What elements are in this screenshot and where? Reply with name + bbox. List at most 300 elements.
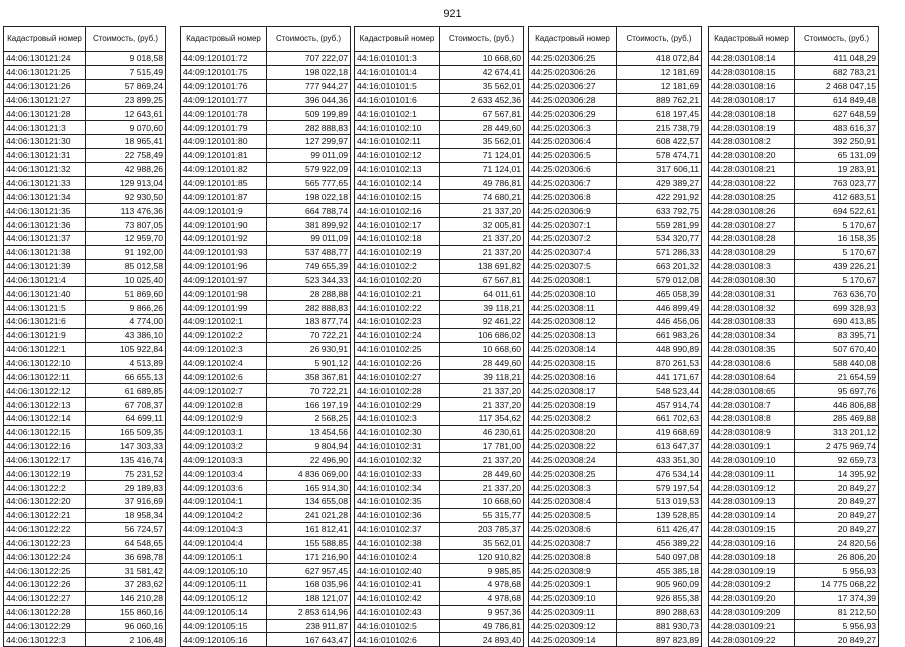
table-row xyxy=(4,342,166,356)
cost-value: 183 877,74 xyxy=(267,315,351,329)
cost-value: 429 389,27 xyxy=(617,176,702,190)
cost-value: 5 956,93 xyxy=(795,564,879,578)
cadastral-number: 44:06:130122:21 xyxy=(4,508,86,522)
cost-value: 419 668,69 xyxy=(617,425,702,439)
cadastral-number: 44:09:120102:1 xyxy=(181,315,267,329)
cost-value: 21 654,59 xyxy=(795,370,879,384)
table-row xyxy=(4,273,166,287)
table-row xyxy=(529,315,702,329)
cost-value: 75 231,52 xyxy=(86,467,166,481)
cadastral-number: 44:16:010102:2 xyxy=(355,259,440,273)
table-row xyxy=(181,467,351,481)
cost-value: 28 449,60 xyxy=(440,467,524,481)
cadastral-number: 44:28:030109:15 xyxy=(709,522,795,536)
cost-value: 61 689,85 xyxy=(86,384,166,398)
cadastral-number: 44:06:130121:38 xyxy=(4,245,86,259)
cadastral-number: 44:16:010102:23 xyxy=(355,315,440,329)
table-row xyxy=(529,135,702,149)
cadastral-number: 44:28:030108:2 xyxy=(709,135,795,149)
cost-value: 23 899,25 xyxy=(86,93,166,107)
cost-value: 29 189,83 xyxy=(86,481,166,495)
cadastral-number: 44:09:120101:9 xyxy=(181,204,267,218)
table-row xyxy=(709,273,879,287)
cost-value: 238 911,87 xyxy=(267,619,351,633)
cost-value: 12 643,61 xyxy=(86,107,166,121)
table-row xyxy=(529,204,702,218)
cadastral-number: 44:25:020308:10 xyxy=(529,287,617,301)
cadastral-number: 44:16:010102:27 xyxy=(355,370,440,384)
cost-value: 2 106,48 xyxy=(86,633,166,647)
cost-value: 74 680,21 xyxy=(440,190,524,204)
cadastral-number: 44:06:130122:26 xyxy=(4,578,86,592)
cost-value: 17 781,00 xyxy=(440,439,524,453)
cost-value: 106 686,02 xyxy=(440,328,524,342)
table-row xyxy=(709,522,879,536)
cadastral-number: 44:16:010102:15 xyxy=(355,190,440,204)
cost-value: 456 389,22 xyxy=(617,536,702,550)
cost-value: 611 426,47 xyxy=(617,522,702,536)
cadastral-number: 44:28:030108:31 xyxy=(709,287,795,301)
cost-value: 699 328,93 xyxy=(795,301,879,315)
cost-value: 317 606,11 xyxy=(617,162,702,176)
cadastral-number: 44:09:120101:76 xyxy=(181,79,267,93)
table-row xyxy=(4,384,166,398)
table-row xyxy=(709,148,879,162)
table-row xyxy=(181,176,351,190)
cadastral-number: 44:28:030109:11 xyxy=(709,467,795,481)
cadastral-number: 44:16:010101:4 xyxy=(355,65,440,79)
cadastral-number: 44:09:120101:77 xyxy=(181,93,267,107)
cost-value: 165 509,35 xyxy=(86,425,166,439)
cadastral-number: 44:09:120103:3 xyxy=(181,453,267,467)
cadastral-number: 44:09:120105:10 xyxy=(181,564,267,578)
table-row xyxy=(529,384,702,398)
cadastral-number: 44:28:030108:8 xyxy=(709,411,795,425)
table-column-2 xyxy=(180,26,351,647)
cost-value: 446 806,88 xyxy=(795,398,879,412)
cost-value: 565 777,65 xyxy=(267,176,351,190)
cost-value: 282 888,83 xyxy=(267,121,351,135)
cadastral-number: 44:09:120102:3 xyxy=(181,342,267,356)
cost-value: 381 899,92 xyxy=(267,218,351,232)
table-row xyxy=(181,481,351,495)
table-row xyxy=(529,148,702,162)
table-row xyxy=(181,218,351,232)
cost-value: 9 985,85 xyxy=(440,564,524,578)
cost-value: 881 930,73 xyxy=(617,619,702,633)
cadastral-number: 44:06:130121:25 xyxy=(4,65,86,79)
cadastral-number: 44:16:010102:18 xyxy=(355,231,440,245)
table-row xyxy=(355,93,524,107)
table-row xyxy=(709,342,879,356)
table-row xyxy=(355,495,524,509)
cost-value: 67 567,81 xyxy=(440,273,524,287)
cadastral-number: 44:28:030108:3 xyxy=(709,259,795,273)
cadastral-number: 44:25:020308:4 xyxy=(529,495,617,509)
cadastral-number: 44:28:030109:1 xyxy=(709,439,795,453)
cadastral-number: 44:09:120101:79 xyxy=(181,121,267,135)
cost-value: 57 869,24 xyxy=(86,79,166,93)
cadastral-number: 44:06:130122:19 xyxy=(4,467,86,481)
cadastral-number: 44:28:030108:21 xyxy=(709,162,795,176)
cost-value: 411 048,29 xyxy=(795,52,879,66)
cadastral-number: 44:06:130121:26 xyxy=(4,79,86,93)
table-row xyxy=(4,398,166,412)
cost-value: 42 674,41 xyxy=(440,65,524,79)
cadastral-number: 44:25:020308:13 xyxy=(529,328,617,342)
cost-value: 7 515,49 xyxy=(86,65,166,79)
cost-value: 5 901,12 xyxy=(267,356,351,370)
cadastral-number: 44:09:120101:85 xyxy=(181,176,267,190)
table-row xyxy=(529,287,702,301)
cost-value: 64 699,11 xyxy=(86,411,166,425)
cost-value: 129 913,04 xyxy=(86,176,166,190)
cost-value: 905 960,09 xyxy=(617,578,702,592)
cadastral-number: 44:09:120101:99 xyxy=(181,301,267,315)
cost-value: 35 562,01 xyxy=(440,79,524,93)
cost-value: 2 468 047,15 xyxy=(795,79,879,93)
table-row xyxy=(709,536,879,550)
cadastral-number: 44:28:030109:22 xyxy=(709,633,795,647)
cadastral-number: 44:28:030108:19 xyxy=(709,121,795,135)
table-row xyxy=(529,578,702,592)
table-row xyxy=(709,508,879,522)
cadastral-number: 44:28:030108:25 xyxy=(709,190,795,204)
cadastral-number: 44:16:010102:26 xyxy=(355,356,440,370)
cadastral-number: 44:09:120101:90 xyxy=(181,218,267,232)
cadastral-number: 44:09:120101:96 xyxy=(181,259,267,273)
cost-value: 627 648,59 xyxy=(795,107,879,121)
cost-value: 661 983,26 xyxy=(617,328,702,342)
cadastral-number: 44:28:030109:20 xyxy=(709,591,795,605)
cost-value: 85 012,58 xyxy=(86,259,166,273)
cadastral-number: 44:09:120101:75 xyxy=(181,65,267,79)
cost-value: 14 395,92 xyxy=(795,467,879,481)
cost-value: 18 965,41 xyxy=(86,135,166,149)
cadastral-number: 44:09:120101:93 xyxy=(181,245,267,259)
table-row xyxy=(529,356,702,370)
cost-value: 682 783,21 xyxy=(795,65,879,79)
table-row xyxy=(4,495,166,509)
cost-value: 22 496,90 xyxy=(267,453,351,467)
cost-value: 507 670,40 xyxy=(795,342,879,356)
cost-value: 28 449,60 xyxy=(440,121,524,135)
cost-value: 313 201,12 xyxy=(795,425,879,439)
cadastral-number: 44:06:130122:3 xyxy=(4,633,86,647)
cost-value: 73 807,05 xyxy=(86,218,166,232)
cost-value: 67 567,81 xyxy=(440,107,524,121)
table-row xyxy=(181,190,351,204)
cadastral-number: 44:06:130121:3 xyxy=(4,121,86,135)
cadastral-number: 44:28:030108:30 xyxy=(709,273,795,287)
cadastral-number: 44:06:130122:14 xyxy=(4,411,86,425)
table-row xyxy=(355,605,524,619)
cadastral-number: 44:06:130122:22 xyxy=(4,522,86,536)
cost-value: 26 806,20 xyxy=(795,550,879,564)
table-row xyxy=(355,121,524,135)
cadastral-number: 44:16:010102:43 xyxy=(355,605,440,619)
cadastral-number: 44:25:020308:22 xyxy=(529,439,617,453)
table-row xyxy=(529,176,702,190)
table-row xyxy=(181,495,351,509)
cadastral-number: 44:25:020308:11 xyxy=(529,301,617,315)
cadastral-number: 44:25:020306:3 xyxy=(529,121,617,135)
cost-value: 92 659,73 xyxy=(795,453,879,467)
cadastral-number: 44:16:010102:11 xyxy=(355,135,440,149)
cost-value: 559 281,99 xyxy=(617,218,702,232)
cadastral-number: 44:16:010102:20 xyxy=(355,273,440,287)
cost-value: 21 337,20 xyxy=(440,453,524,467)
cadastral-number: 44:16:010102:22 xyxy=(355,301,440,315)
cadastral-number: 44:28:030108:33 xyxy=(709,315,795,329)
table-row xyxy=(4,148,166,162)
cadastral-number: 44:28:030109:12 xyxy=(709,481,795,495)
cost-value: 198 022,18 xyxy=(267,190,351,204)
table-row xyxy=(4,411,166,425)
table-row xyxy=(709,65,879,79)
cost-value: 5 170,67 xyxy=(795,245,879,259)
table-row xyxy=(4,370,166,384)
cost-table-5 xyxy=(708,26,879,647)
cadastral-number: 44:16:010101:6 xyxy=(355,93,440,107)
cost-value: 548 523,44 xyxy=(617,384,702,398)
cost-value: 10 668,60 xyxy=(440,495,524,509)
header-cost: Стоимость, (руб.) xyxy=(86,27,166,52)
table-row xyxy=(181,398,351,412)
cost-value: 12 181,69 xyxy=(617,65,702,79)
cost-value: 14 775 068,22 xyxy=(795,578,879,592)
cost-value: 476 534,14 xyxy=(617,467,702,481)
table-row xyxy=(4,287,166,301)
cadastral-number: 44:25:020308:20 xyxy=(529,425,617,439)
cost-value: 24 820,56 xyxy=(795,536,879,550)
table-row xyxy=(529,481,702,495)
cadastral-number: 44:16:010102:37 xyxy=(355,522,440,536)
table-row xyxy=(4,79,166,93)
cadastral-number: 44:25:020308:7 xyxy=(529,536,617,550)
table-row xyxy=(181,564,351,578)
cost-value: 70 722,21 xyxy=(267,328,351,342)
table-row xyxy=(181,328,351,342)
cost-value: 446 899,49 xyxy=(617,301,702,315)
cost-value: 627 957,45 xyxy=(267,564,351,578)
cost-value: 618 197,45 xyxy=(617,107,702,121)
cadastral-number: 44:09:120104:4 xyxy=(181,536,267,550)
table-row xyxy=(709,135,879,149)
table-row xyxy=(181,591,351,605)
table-row xyxy=(529,522,702,536)
cost-value: 9 070,60 xyxy=(86,121,166,135)
cadastral-number: 44:16:010102:24 xyxy=(355,328,440,342)
cost-value: 439 226,21 xyxy=(795,259,879,273)
table-row xyxy=(709,453,879,467)
cadastral-number: 44:28:030108:32 xyxy=(709,301,795,315)
table-column-5 xyxy=(708,26,879,647)
cost-value: 412 683,51 xyxy=(795,190,879,204)
cost-value: 926 855,38 xyxy=(617,591,702,605)
table-row xyxy=(181,342,351,356)
cost-value: 105 922,84 xyxy=(86,342,166,356)
cadastral-number: 44:28:030108:17 xyxy=(709,93,795,107)
cadastral-number: 44:09:120101:82 xyxy=(181,162,267,176)
cost-value: 422 291,92 xyxy=(617,190,702,204)
table-row xyxy=(529,425,702,439)
cost-value: 608 422,57 xyxy=(617,135,702,149)
cadastral-number: 44:25:020307:4 xyxy=(529,245,617,259)
table-row xyxy=(355,52,524,66)
table-row xyxy=(709,176,879,190)
cadastral-number: 44:06:130122:23 xyxy=(4,536,86,550)
cadastral-number: 44:09:120103:4 xyxy=(181,467,267,481)
table-row xyxy=(4,231,166,245)
table-row xyxy=(355,550,524,564)
cadastral-number: 44:09:120105:12 xyxy=(181,591,267,605)
cost-value: 465 058,39 xyxy=(617,287,702,301)
cadastral-number: 44:09:120102:8 xyxy=(181,398,267,412)
cadastral-number: 44:25:020308:2 xyxy=(529,411,617,425)
table-row xyxy=(529,107,702,121)
table-row xyxy=(709,481,879,495)
cost-value: 448 990,89 xyxy=(617,342,702,356)
table-row xyxy=(355,467,524,481)
cost-value: 10 668,60 xyxy=(440,342,524,356)
table-row xyxy=(709,93,879,107)
cost-value: 32 005,81 xyxy=(440,218,524,232)
table-row xyxy=(529,591,702,605)
cadastral-number: 44:25:020309:10 xyxy=(529,591,617,605)
cost-value: 9 957,36 xyxy=(440,605,524,619)
table-row xyxy=(709,411,879,425)
table-row xyxy=(4,536,166,550)
cadastral-number: 44:09:120104:3 xyxy=(181,522,267,536)
cost-value: 661 702,63 xyxy=(617,411,702,425)
cost-value: 870 261,53 xyxy=(617,356,702,370)
table-row xyxy=(181,439,351,453)
table-row xyxy=(529,495,702,509)
cadastral-number: 44:16:010102:25 xyxy=(355,342,440,356)
cadastral-number: 44:06:130122:15 xyxy=(4,425,86,439)
cost-value: 39 118,21 xyxy=(440,301,524,315)
table-column-4 xyxy=(528,26,702,647)
cost-value: 39 118,21 xyxy=(440,370,524,384)
table-row xyxy=(529,342,702,356)
table-row xyxy=(355,370,524,384)
table-row xyxy=(709,287,879,301)
cost-value: 10 025,40 xyxy=(86,273,166,287)
cadastral-number: 44:16:010102:14 xyxy=(355,176,440,190)
cadastral-number: 44:09:120104:2 xyxy=(181,508,267,522)
cost-value: 285 469,88 xyxy=(795,411,879,425)
cadastral-number: 44:16:010102:31 xyxy=(355,439,440,453)
cadastral-number: 44:25:020309:1 xyxy=(529,578,617,592)
cadastral-number: 44:09:120101:98 xyxy=(181,287,267,301)
table-row xyxy=(529,231,702,245)
cost-value: 21 337,20 xyxy=(440,204,524,218)
table-row xyxy=(4,564,166,578)
cadastral-number: 44:28:030108:18 xyxy=(709,107,795,121)
cadastral-number: 44:09:120101:81 xyxy=(181,148,267,162)
table-row xyxy=(355,591,524,605)
cost-value: 99 011,09 xyxy=(267,231,351,245)
cost-value: 135 416,74 xyxy=(86,453,166,467)
cadastral-number: 44:28:030108:27 xyxy=(709,218,795,232)
cost-value: 241 021,28 xyxy=(267,508,351,522)
table-row xyxy=(355,398,524,412)
table-row xyxy=(181,411,351,425)
cadastral-number: 44:16:010102:29 xyxy=(355,398,440,412)
cadastral-number: 44:28:030108:7 xyxy=(709,398,795,412)
cadastral-number: 44:09:120105:15 xyxy=(181,619,267,633)
cadastral-number: 44:25:020307:1 xyxy=(529,218,617,232)
cadastral-number: 44:25:020306:6 xyxy=(529,162,617,176)
table-row xyxy=(355,162,524,176)
cost-table-4 xyxy=(528,26,702,647)
cost-value: 455 385,18 xyxy=(617,564,702,578)
cost-value: 28 449,60 xyxy=(440,356,524,370)
table-row xyxy=(355,564,524,578)
cadastral-number: 44:25:020308:9 xyxy=(529,564,617,578)
table-row xyxy=(181,148,351,162)
header-cost: Стоимость, (руб.) xyxy=(440,27,524,52)
cadastral-number: 44:06:130121:28 xyxy=(4,107,86,121)
cadastral-number: 44:25:020306:27 xyxy=(529,79,617,93)
cost-value: 188 121,07 xyxy=(267,591,351,605)
cost-value: 392 250,91 xyxy=(795,135,879,149)
table-row xyxy=(4,481,166,495)
table-row xyxy=(709,356,879,370)
cost-value: 35 562,01 xyxy=(440,135,524,149)
table-row xyxy=(355,425,524,439)
cost-value: 36 698,78 xyxy=(86,550,166,564)
table-row xyxy=(529,508,702,522)
cadastral-number: 44:09:120101:97 xyxy=(181,273,267,287)
cost-value: 138 691,82 xyxy=(440,259,524,273)
cost-value: 614 849,48 xyxy=(795,93,879,107)
cadastral-number: 44:28:030109:2 xyxy=(709,578,795,592)
table-row xyxy=(181,605,351,619)
cadastral-number: 44:16:010102:4 xyxy=(355,550,440,564)
table-row xyxy=(709,425,879,439)
cadastral-number: 44:06:130121:9 xyxy=(4,328,86,342)
cost-value: 690 413,85 xyxy=(795,315,879,329)
table-row xyxy=(709,439,879,453)
table-row xyxy=(4,508,166,522)
cadastral-number: 44:06:130121:24 xyxy=(4,52,86,66)
cost-value: 10 668,60 xyxy=(440,52,524,66)
cost-value: 694 522,61 xyxy=(795,204,879,218)
cadastral-number: 44:06:130122:1 xyxy=(4,342,86,356)
cost-value: 92 930,50 xyxy=(86,190,166,204)
table-row xyxy=(529,190,702,204)
cadastral-number: 44:09:120105:14 xyxy=(181,605,267,619)
table-row xyxy=(355,342,524,356)
table-row xyxy=(181,107,351,121)
cost-value: 396 044,36 xyxy=(267,93,351,107)
cadastral-number: 44:25:020308:6 xyxy=(529,522,617,536)
cadastral-number: 44:28:030109:14 xyxy=(709,508,795,522)
table-row xyxy=(355,536,524,550)
cost-value: 215 738,79 xyxy=(617,121,702,135)
cadastral-number: 44:25:020306:29 xyxy=(529,107,617,121)
cadastral-number: 44:25:020308:19 xyxy=(529,398,617,412)
table-row xyxy=(181,162,351,176)
cadastral-number: 44:25:020308:15 xyxy=(529,356,617,370)
cadastral-number: 44:06:130122:2 xyxy=(4,481,86,495)
cadastral-number: 44:25:020306:4 xyxy=(529,135,617,149)
cadastral-number: 44:06:130122:27 xyxy=(4,591,86,605)
cost-value: 664 788,74 xyxy=(267,204,351,218)
cost-value: 889 762,21 xyxy=(617,93,702,107)
